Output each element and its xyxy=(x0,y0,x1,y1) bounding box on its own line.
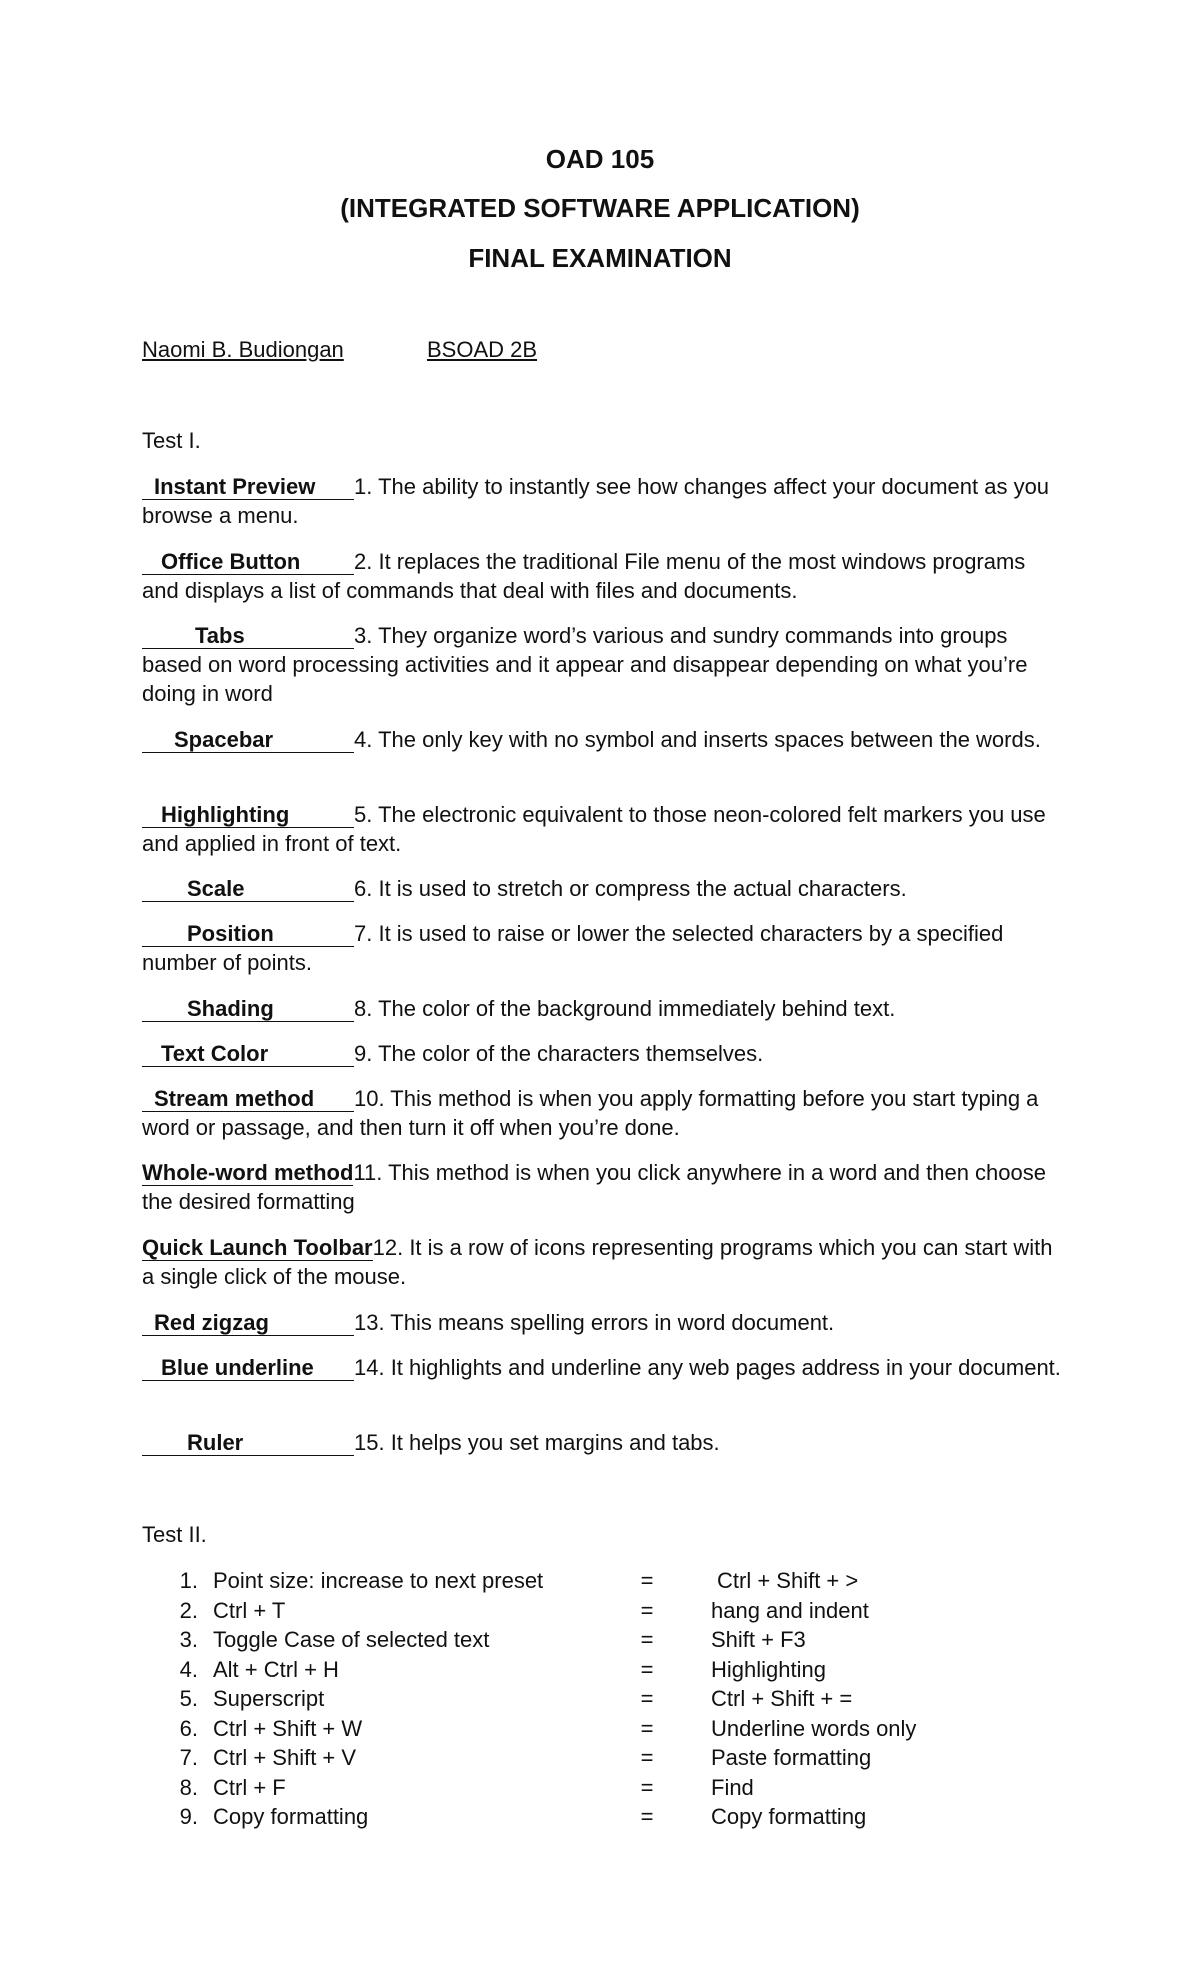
test-1-item xyxy=(142,994,1062,1023)
row-answer: Paste formatting xyxy=(711,1745,872,1770)
answer-text: Ruler xyxy=(187,1430,244,1455)
test-2-row xyxy=(0,1745,1200,1775)
row-number: 1. xyxy=(179,1568,198,1593)
question-text: 12. It is a row of icons representing programs which you can start with a single click of the mouse. xyxy=(142,1235,1053,1289)
test-2-row xyxy=(0,1686,1200,1716)
test-1-item xyxy=(142,621,1062,708)
answer-blank xyxy=(142,802,354,828)
test-1-item xyxy=(142,874,1062,903)
question-text: 5. The electronic equivalent to those neon-colored felt markers you use and applied in front of text. xyxy=(142,802,1046,856)
row-number: 2. xyxy=(179,1598,198,1623)
row-equals: = xyxy=(640,1598,654,1623)
exam-title: FINAL EXAMINATION xyxy=(468,243,732,273)
test-1-item xyxy=(142,919,1062,977)
answer-blank xyxy=(142,727,354,753)
test-2-row xyxy=(0,1716,1200,1746)
row-term: Superscript xyxy=(213,1686,325,1711)
test-1-heading: Test I. xyxy=(142,428,201,453)
row-term: Copy formatting xyxy=(213,1804,369,1829)
test-1-item xyxy=(142,1233,1062,1291)
test-2-row xyxy=(0,1657,1200,1687)
test-2-row xyxy=(0,1568,1200,1598)
row-number: 9. xyxy=(179,1804,198,1829)
row-equals: = xyxy=(640,1568,654,1593)
row-answer: Copy formatting xyxy=(711,1804,867,1829)
row-equals: = xyxy=(640,1627,654,1652)
answer-text: Whole-word method xyxy=(142,1160,354,1185)
row-number: 6. xyxy=(179,1716,198,1741)
row-answer: Find xyxy=(711,1775,754,1800)
question-text: 6. It is used to stretch or compress the actual characters. xyxy=(354,876,907,901)
test-1-item xyxy=(142,725,1062,754)
question-text: 7. It is used to raise or lower the selected characters by a specified number of points. xyxy=(142,921,1004,975)
row-answer: Shift + F3 xyxy=(711,1627,806,1652)
test-2-heading: Test II. xyxy=(142,1522,207,1547)
row-term: Toggle Case of selected text xyxy=(213,1627,490,1652)
row-term: Ctrl + Shift + W xyxy=(213,1716,363,1741)
question-text: 2. It replaces the traditional File menu of the most windows programs and displays a list of commands that deal with files and documents. xyxy=(142,549,1026,603)
row-answer: Highlighting xyxy=(711,1657,826,1682)
row-number: 8. xyxy=(179,1775,198,1800)
answer-blank xyxy=(142,1160,353,1186)
row-number: 5. xyxy=(179,1686,198,1711)
answer-blank xyxy=(142,1086,354,1112)
row-equals: = xyxy=(640,1804,654,1829)
question-text: 3. They organize word’s various and sundry commands into groups based on word processing activities and it appear and disappear depending on what you’re doing in word xyxy=(142,623,1028,706)
row-answer: Ctrl + Shift + = xyxy=(711,1686,853,1711)
answer-blank xyxy=(142,996,354,1022)
answer-text: Text Color xyxy=(161,1041,269,1066)
test-2-row xyxy=(0,1627,1200,1657)
answer-text: Office Button xyxy=(161,549,301,574)
answer-text: Highlighting xyxy=(161,802,290,827)
answer-blank xyxy=(142,921,354,947)
question-text: 9. The color of the characters themselves. xyxy=(354,1041,764,1066)
answer-text: Position xyxy=(187,921,274,946)
test-1-item xyxy=(142,1039,1062,1068)
row-equals: = xyxy=(640,1745,654,1770)
row-equals: = xyxy=(640,1775,654,1800)
test-1-item xyxy=(142,1308,1062,1337)
answer-text: Instant Preview xyxy=(154,474,316,499)
row-answer: hang and indent xyxy=(711,1598,869,1623)
question-text: 15. It helps you set margins and tabs. xyxy=(354,1430,720,1455)
answer-text: Scale xyxy=(187,876,245,901)
answer-blank xyxy=(142,1310,354,1336)
row-number: 7. xyxy=(179,1745,198,1770)
row-term: Alt + Ctrl + H xyxy=(213,1657,339,1682)
row-term: Ctrl + Shift + V xyxy=(213,1745,357,1770)
test-1-item xyxy=(142,1428,1062,1457)
row-term: Ctrl + T xyxy=(213,1598,286,1623)
test-2-row xyxy=(0,1804,1200,1834)
question-text: 8. The color of the background immediately behind text. xyxy=(354,996,896,1021)
answer-blank xyxy=(142,1355,354,1381)
student-name: Naomi B. Budiongan xyxy=(142,337,344,362)
question-text: 10. This method is when you apply formatting before you start typing a word or passage, and then turn it off when you’re done. xyxy=(142,1086,1039,1140)
answer-blank xyxy=(142,876,354,902)
course-code: OAD 105 xyxy=(545,144,655,174)
row-equals: = xyxy=(640,1716,654,1741)
question-text: 11. This method is when you click anywhere in a word and then choose the desired formatting xyxy=(142,1160,1047,1214)
answer-blank xyxy=(142,1430,354,1456)
row-equals: = xyxy=(640,1686,654,1711)
answer-blank xyxy=(142,1235,373,1261)
answer-blank xyxy=(142,549,354,575)
row-answer: Underline words only xyxy=(711,1716,917,1741)
test-2-row xyxy=(0,1598,1200,1628)
test-1-item xyxy=(142,1353,1062,1382)
answer-blank xyxy=(142,474,354,500)
student-section: BSOAD 2B xyxy=(427,337,538,362)
question-text: 14. It highlights and underline any web pages address in your document. xyxy=(354,1355,1061,1380)
question-text: 13. This means spelling errors in word document. xyxy=(354,1310,835,1335)
test-2-row xyxy=(0,1775,1200,1805)
answer-blank xyxy=(142,623,354,649)
row-term: Ctrl + F xyxy=(213,1775,286,1800)
answer-blank xyxy=(142,1041,354,1067)
question-text: 4. The only key with no symbol and inserts spaces between the words. xyxy=(354,727,1041,752)
answer-text: Spacebar xyxy=(174,727,274,752)
question-text: 1. The ability to instantly see how changes affect your document as you browse a menu. xyxy=(142,474,1050,528)
test-1-item xyxy=(142,1084,1062,1142)
answer-text: Red zigzag xyxy=(154,1310,269,1335)
answer-text: Stream method xyxy=(154,1086,315,1111)
answer-text: Tabs xyxy=(195,623,245,648)
answer-text: Shading xyxy=(187,996,274,1021)
test-1-item xyxy=(142,547,1062,605)
test-1-item xyxy=(142,472,1062,530)
row-number: 3. xyxy=(179,1627,198,1652)
answer-text: Quick Launch Toolbar xyxy=(142,1235,373,1260)
test-1-item xyxy=(142,1158,1062,1216)
row-number: 4. xyxy=(179,1657,198,1682)
test-1-item xyxy=(142,800,1062,858)
row-term: Point size: increase to next preset xyxy=(213,1568,544,1593)
row-equals: = xyxy=(640,1657,654,1682)
row-answer: Ctrl + Shift + > xyxy=(717,1568,859,1593)
course-title: (INTEGRATED SOFTWARE APPLICATION) xyxy=(340,193,860,223)
answer-text: Blue underline xyxy=(161,1355,314,1380)
